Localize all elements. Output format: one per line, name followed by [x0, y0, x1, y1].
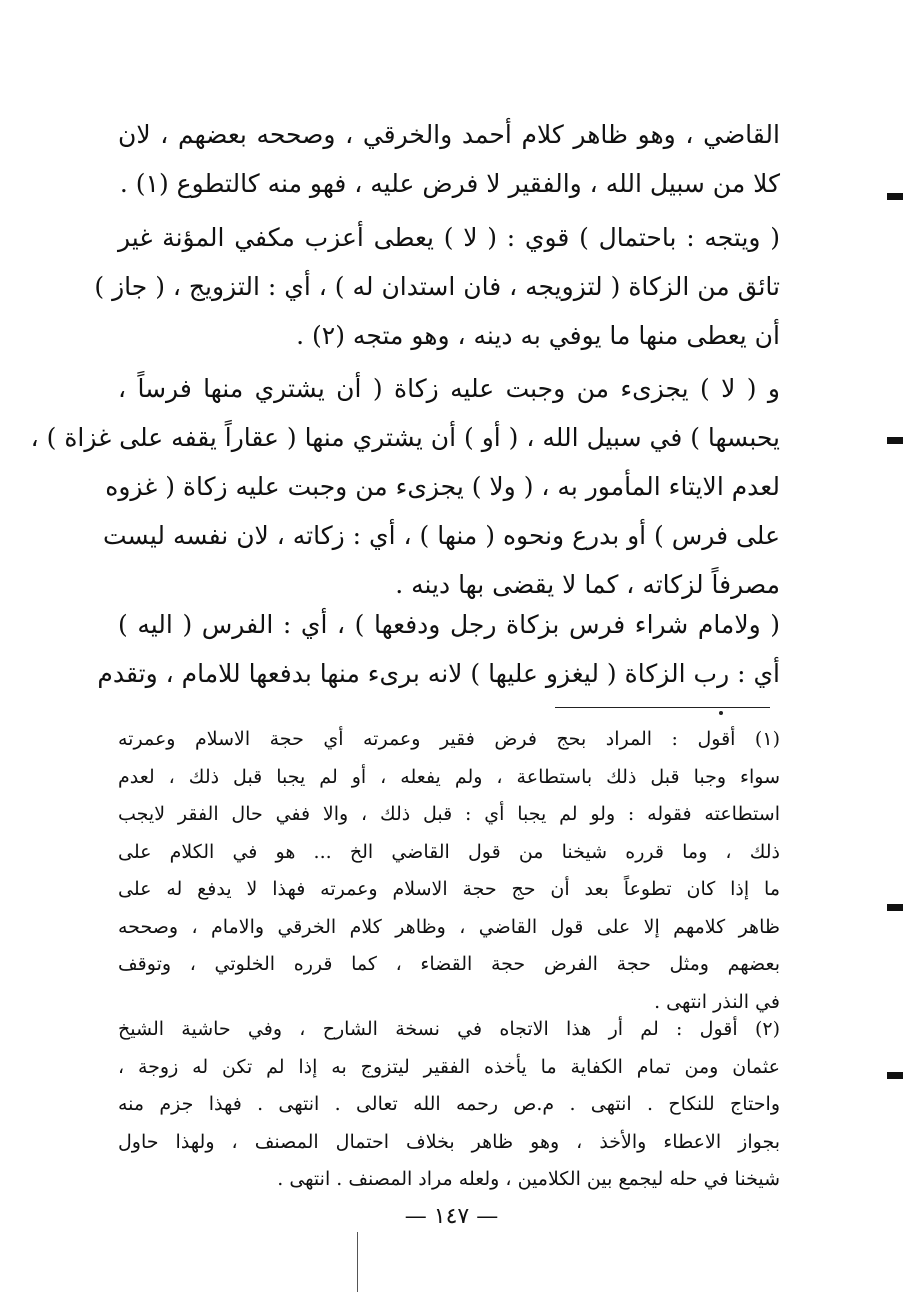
footnote-line: ذلك ، وما قرره شيخنا من قول القاضي الخ ... هو في الكلام على: [118, 840, 780, 863]
text-line: تائق من الزكاة ( لتزويجه ، فان استدان له ) ، أي : التزويج ، ( جاز ): [94, 272, 780, 301]
main-paragraph-2: [94, 213, 780, 360]
text-line: كلا من سبيل الله ، والفقير لا فرض عليه ، فهو منه كالتطوع (١) .: [119, 169, 780, 198]
footnote-1: [118, 721, 780, 1021]
main-paragraph-3: [30, 364, 780, 609]
footnote-line: ما إذا كان تطوعاً بعد أن حج حجة الاسلام وعمرته فهذا لا يدفع له على: [118, 878, 780, 900]
text-line: يحبسها ) في سبيل الله ، ( أو ) أن يشتري منها ( عقاراً يقفه على غزاة ) ،: [30, 423, 780, 452]
text-line: ( ولامام شراء فرس بزكاة رجل ودفعها ) ، أي : الفرس ( اليه ): [118, 610, 780, 639]
margin-mark: [887, 904, 903, 911]
text-line: لعدم الايتاء المأمور به ، ( ولا ) يجزىء من وجبت عليه زكاة ( غزوه: [105, 472, 780, 501]
text-line: أي : رب الزكاة ( ليغزو عليها ) لانه برىء منها بدفعها للامام ، وتقدم: [97, 659, 780, 688]
text-line: على فرس ) أو بدرع ونحوه ( منها ) ، أي : زكاته ، لان نفسه ليست: [102, 521, 780, 550]
footnote-line: بعضهم ومثل حجة الفرض حجة القضاء ، كما قرره الخلوتي ، وتوقف: [118, 953, 780, 975]
footnote-line: في النذر انتهى .: [654, 990, 780, 1013]
footnote-line: (١) أقول : المراد بحج فرض فقير وعمرته أي حجة الاسلام وعمرته: [118, 728, 780, 750]
footnote-line: بجواز الاعطاء والأخذ ، وهو ظاهر بخلاف احتمال المصنف ، ولهذا حاول: [118, 1130, 780, 1153]
text-line: أن يعطى منها ما يوفي به دينه ، وهو متجه (٢) .: [296, 321, 780, 350]
footnote-line: ظاهر كلامهم إلا على قول القاضي ، وظاهر كلام الخرقي والامام ، وصححه: [118, 915, 780, 938]
footnote-line: سواء وجبا قبل ذلك باستطاعة ، ولم يفعله ، أو لم يجبا قبل ذلك ، لعدم: [118, 765, 780, 788]
text-line: مصرفاً لزكاته ، كما لا يقضى بها دينه .: [395, 570, 780, 599]
footnote-separator: [555, 707, 770, 708]
footnote-line: واحتاج للنكاح . انتهى . م.ص رحمه الله تعالى . انتهى . فهذا جزم منه: [118, 1093, 780, 1115]
main-paragraph-4: [97, 600, 780, 698]
text-line: و ( لا ) يجزىء من وجبت عليه زكاة ( أن يشتري منها فرساً ،: [118, 374, 780, 403]
separator-dot: [719, 711, 723, 715]
margin-mark: [887, 193, 903, 200]
margin-mark: [887, 1072, 903, 1079]
footnote-line: (٢) أقول : لم أر هذا الاتجاه في نسخة الشارح ، وفي حاشية الشيخ: [118, 1018, 780, 1040]
page-number: — ١٤٧ —: [404, 1204, 499, 1229]
text-line: القاضي ، وهو ظاهر كلام أحمد والخرقي ، وصححه بعضهم ، لان: [118, 120, 780, 149]
footnote-line: شيخنا في حله ليجمع بين الكلامين ، ولعله مراد المصنف . انتهى .: [277, 1168, 780, 1190]
margin-mark: [887, 437, 903, 444]
main-paragraph-1: [118, 110, 780, 208]
text-line: ( ويتجه : باحتمال ) قوي : ( لا ) يعطى أعزب مكفي المؤنة غير: [118, 223, 780, 252]
footnote-2: [118, 1011, 780, 1199]
footnote-line: عثمان ومن تمام الكفاية ما يأخذه الفقير ليتزوج به إذا لم تكن له زوجة ،: [118, 1055, 780, 1078]
footnote-line: استطاعته فقوله : ولو لم يجبا أي : قبل ذلك ، والا ففي حال الفقر لايجب: [118, 803, 780, 825]
gutter-line: [357, 1232, 358, 1292]
